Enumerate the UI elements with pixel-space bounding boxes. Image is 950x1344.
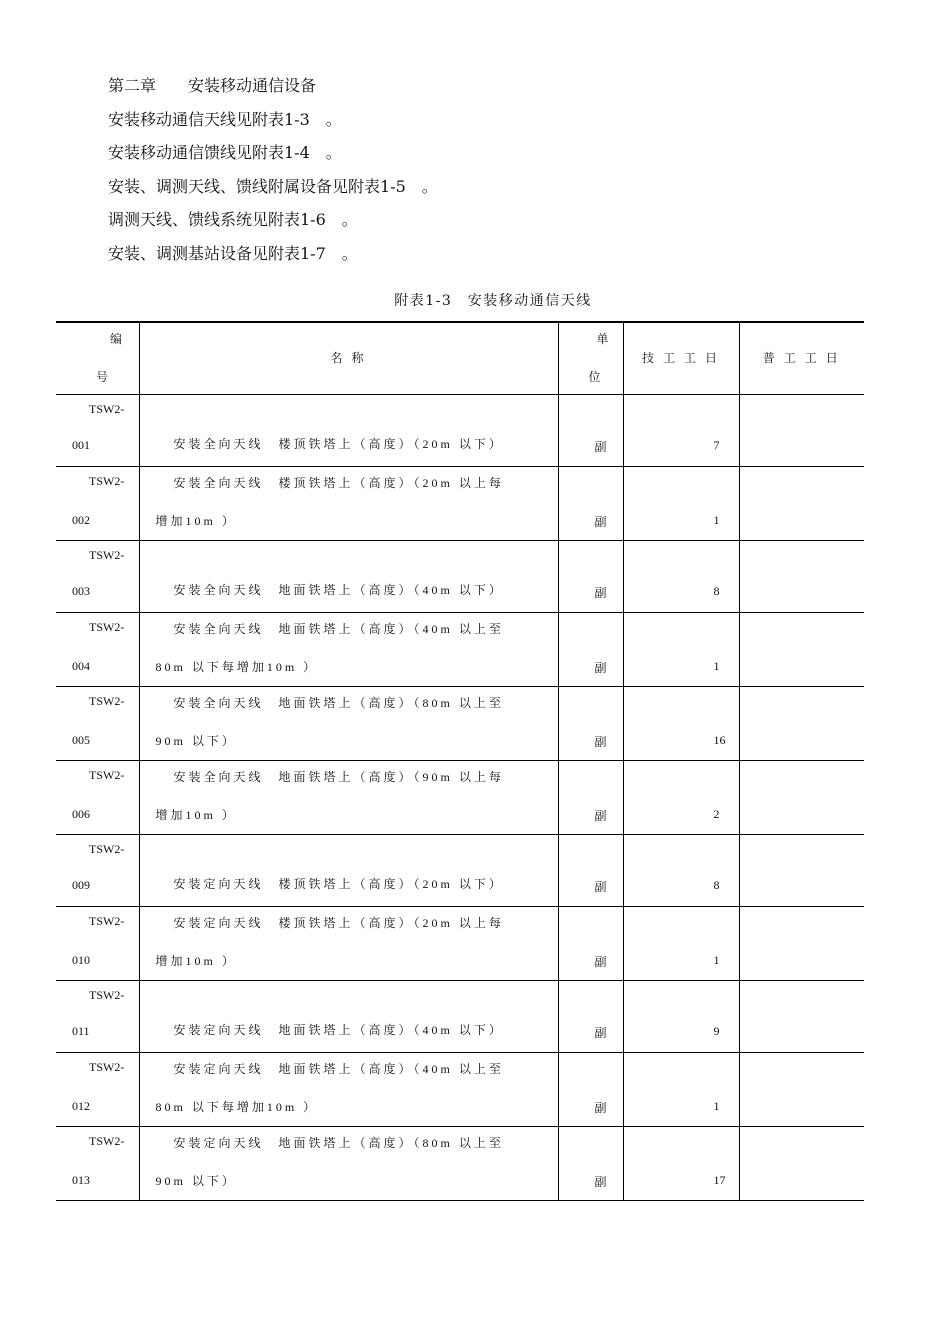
name-line-2: 90m 以下） [155,734,237,748]
cell-name [139,981,558,1053]
cell-name [139,761,558,835]
header-code [56,322,139,395]
unit-value: 副 [594,955,607,969]
chapter-title: 第二章 安装移动通信设备 [108,76,317,95]
name-line-2: 80m 以下每增加10m ） [155,1100,319,1114]
table-row [56,1127,864,1201]
table-row [56,541,864,613]
cell-code [56,761,139,835]
table-row [56,835,864,907]
code-prefix: TSW2- [89,988,125,1002]
cell-general [739,613,864,687]
cell-unit [558,395,623,467]
unit-value: 副 [594,1175,607,1189]
cell-general [739,907,864,981]
cell-skilled [623,1127,739,1201]
header-code-top: 编 [110,332,125,346]
skilled-value: 1 [713,1099,720,1113]
code-prefix: TSW2- [89,694,125,708]
header-name: 名 称 [139,322,558,395]
code-number: 006 [72,807,90,821]
quota-table [56,321,864,1201]
name-line-2: 安装全向天线 楼顶铁塔上（高度）（20m 以下） [173,437,504,451]
table-row [56,613,864,687]
unit-value: 副 [594,586,607,600]
unit-value: 副 [594,661,607,675]
unit-value: 副 [594,809,607,823]
cell-code [56,1127,139,1201]
cell-skilled [623,613,739,687]
cell-skilled [623,541,739,613]
header-code-bottom: 号 [96,370,111,384]
cell-skilled [623,395,739,467]
table-row [56,981,864,1053]
intro-line: 安装、调测基站设备见附表1-7 。 [108,243,358,263]
code-prefix: TSW2- [89,548,125,562]
cell-general [739,687,864,761]
skilled-value: 1 [713,953,720,967]
table-row [56,467,864,541]
cell-skilled [623,981,739,1053]
name-line-2: 增加10m ） [155,808,237,822]
code-prefix: TSW2- [89,620,125,634]
cell-skilled [623,907,739,981]
cell-code [56,613,139,687]
code-number: 002 [72,513,90,527]
unit-value: 副 [594,880,607,894]
code-prefix: TSW2- [89,402,125,416]
cell-name [139,467,558,541]
table-row [56,907,864,981]
unit-value: 副 [594,515,607,529]
skilled-value: 9 [713,1024,720,1038]
cell-skilled [623,467,739,541]
skilled-value: 8 [713,878,720,892]
cell-name [139,613,558,687]
name-line-1: 安装全向天线 楼顶铁塔上（高度）（20m 以上每 [173,476,504,490]
cell-name [139,395,558,467]
table-row [56,1053,864,1127]
code-prefix: TSW2- [89,1134,125,1148]
cell-name [139,1127,558,1201]
cell-unit [558,1127,623,1201]
cell-general [739,395,864,467]
cell-unit [558,687,623,761]
name-line-1: 安装定向天线 楼顶铁塔上（高度）（20m 以上每 [173,916,504,930]
cell-unit [558,467,623,541]
name-line-1: 安装定向天线 地面铁塔上（高度）（40m 以上至 [173,1062,504,1076]
code-prefix: TSW2- [89,768,125,782]
cell-unit [558,981,623,1053]
unit-value: 副 [594,440,607,454]
table-row [56,687,864,761]
name-line-2: 安装定向天线 地面铁塔上（高度）（40m 以下） [173,1023,504,1037]
header-unit-bottom: 位 [588,370,603,384]
header-skilled: 技 工 工 日 [623,322,739,395]
skilled-value: 16 [713,733,726,747]
skilled-value: 2 [713,807,720,821]
cell-skilled [623,687,739,761]
cell-general [739,467,864,541]
cell-code [56,981,139,1053]
cell-name [139,835,558,907]
code-prefix: TSW2- [89,914,125,928]
unit-value: 副 [594,1026,607,1040]
cell-code [56,467,139,541]
code-number: 011 [72,1024,90,1038]
name-line-2: 安装定向天线 楼顶铁塔上（高度）（20m 以下） [173,877,504,891]
skilled-value: 7 [713,438,720,452]
cell-name [139,1053,558,1127]
name-line-2: 增加10m ） [155,954,237,968]
cell-general [739,541,864,613]
intro-line: 安装移动通信馈线见附表1-4 。 [108,143,342,163]
code-prefix: TSW2- [89,474,125,488]
table-caption: 附表1-3 安装移动通信天线 [394,293,592,309]
cell-skilled [623,835,739,907]
name-line-2: 增加10m ） [155,514,237,528]
cell-code [56,687,139,761]
unit-value: 副 [594,1101,607,1115]
unit-value: 副 [594,735,607,749]
cell-code [56,1053,139,1127]
cell-skilled [623,1053,739,1127]
name-line-2: 80m 以下每增加10m ） [155,660,319,674]
skilled-value: 1 [713,659,720,673]
table-row [56,395,864,467]
name-line-2: 90m 以下） [155,1174,237,1188]
skilled-value: 17 [713,1173,726,1187]
code-number: 009 [72,878,90,892]
name-line-1: 安装定向天线 地面铁塔上（高度）（80m 以上至 [173,1136,504,1150]
intro-line: 安装移动通信天线见附表1-3 。 [108,109,342,129]
table-row [56,761,864,835]
cell-unit [558,541,623,613]
name-line-1: 安装全向天线 地面铁塔上（高度）（80m 以上至 [173,696,504,710]
code-number: 013 [72,1173,90,1187]
skilled-value: 1 [713,513,720,527]
cell-unit [558,613,623,687]
code-number: 004 [72,659,90,673]
code-number: 001 [72,438,90,452]
cell-unit [558,907,623,981]
cell-general [739,1127,864,1201]
header-unit-top: 单 [596,332,611,346]
cell-name [139,907,558,981]
code-number: 012 [72,1099,90,1113]
cell-code [56,541,139,613]
cell-general [739,981,864,1053]
cell-skilled [623,761,739,835]
intro-text [108,73,438,275]
name-line-2: 安装全向天线 地面铁塔上（高度）（40m 以下） [173,583,504,597]
skilled-value: 8 [713,584,720,598]
cell-name [139,687,558,761]
cell-code [56,395,139,467]
intro-line: 安装、调测天线、馈线附属设备见附表1-5 。 [108,176,438,196]
cell-general [739,1053,864,1127]
cell-name [139,541,558,613]
cell-unit [558,835,623,907]
intro-line: 调测天线、馈线系统见附表1-6 。 [108,210,358,230]
code-number: 003 [72,584,90,598]
cell-code [56,907,139,981]
code-number: 005 [72,733,90,747]
code-number: 010 [72,953,90,967]
name-line-1: 安装全向天线 地面铁塔上（高度）（40m 以上至 [173,622,504,636]
cell-general [739,835,864,907]
code-prefix: TSW2- [89,1060,125,1074]
cell-unit [558,1053,623,1127]
cell-general [739,761,864,835]
cell-unit [558,761,623,835]
header-general: 普 工 工 日 [739,322,864,395]
cell-code [56,835,139,907]
table-header-row [56,322,864,395]
name-line-1: 安装全向天线 地面铁塔上（高度）（90m 以上每 [173,770,504,784]
code-prefix: TSW2- [89,842,125,856]
header-unit [558,322,623,395]
